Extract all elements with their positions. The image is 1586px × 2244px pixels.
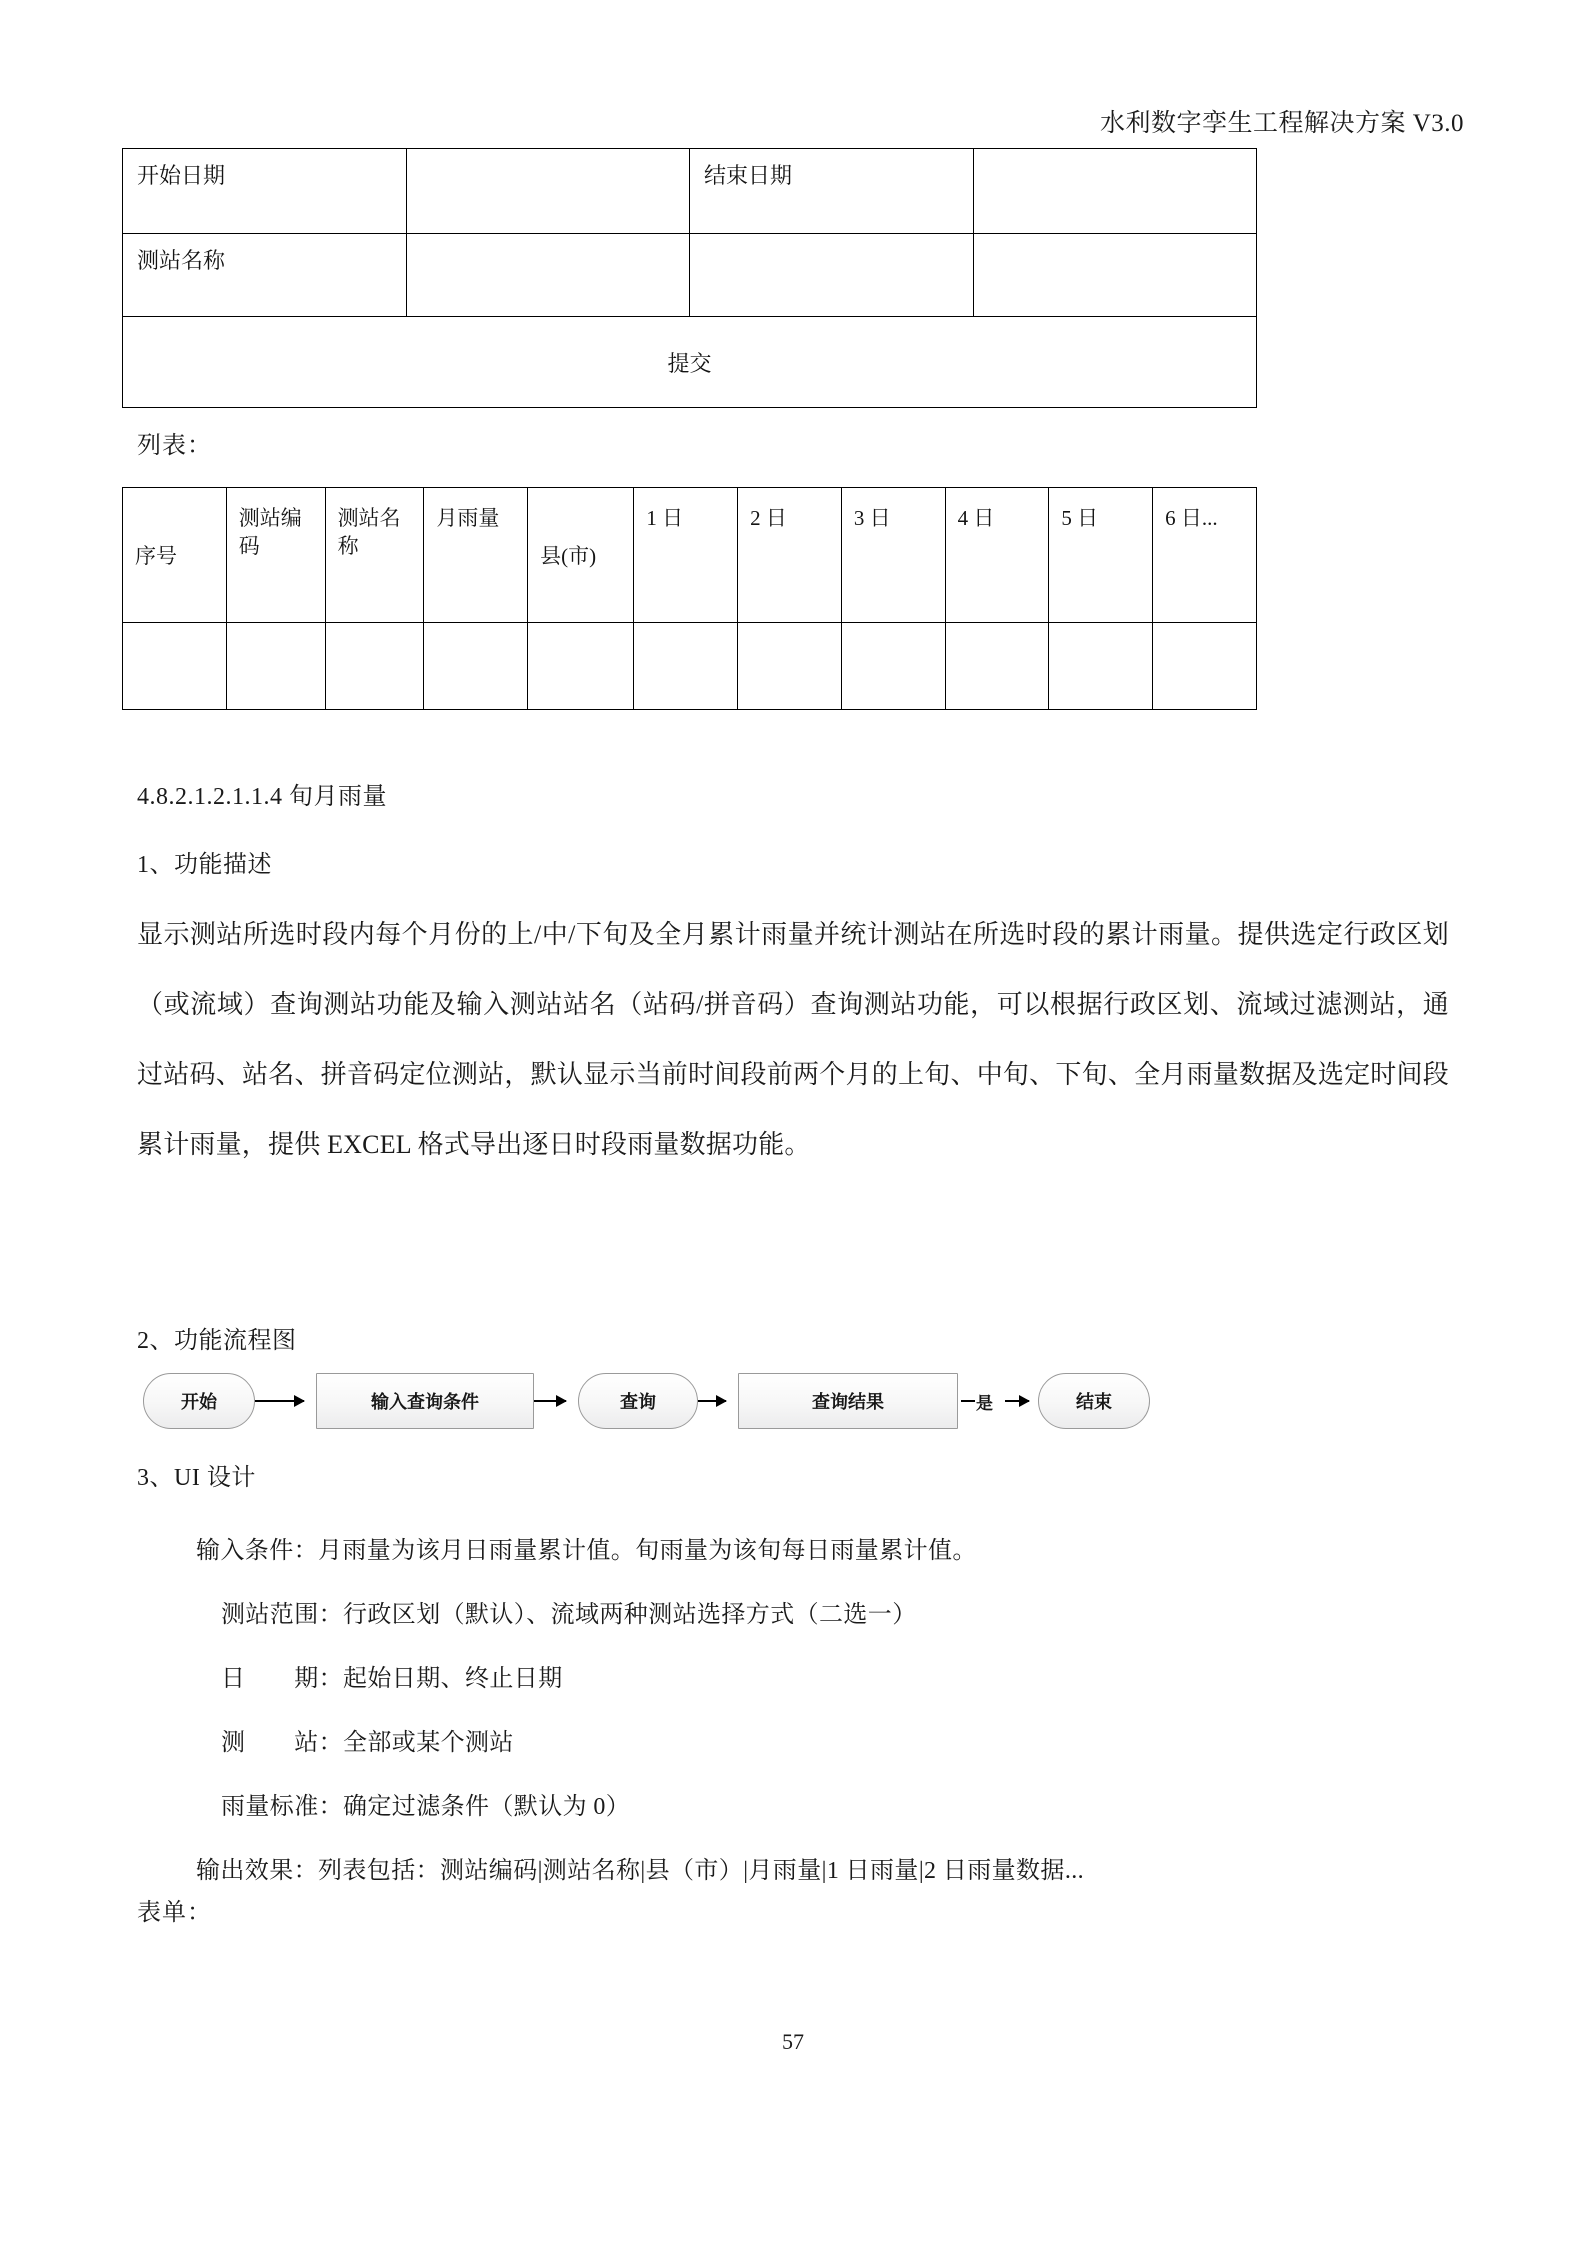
col-header-seq: 序号 <box>123 488 227 623</box>
cell-day-6-more <box>1153 623 1257 710</box>
flow-arrow-yes-stub-icon <box>961 1400 975 1402</box>
flow-node-query-result: 查询结果 <box>738 1373 958 1429</box>
cell-day-1 <box>634 623 738 710</box>
col-header-day-4: 4 日 <box>945 488 1049 623</box>
station-name-label: 测站名称 <box>123 234 407 317</box>
subheading-flowchart: 2、功能流程图 <box>137 1328 297 1354</box>
table-row <box>123 234 1257 317</box>
col-header-day-2: 2 日 <box>738 488 842 623</box>
table-row <box>123 623 1257 710</box>
subheading-ui-design: 3、UI 设计 <box>137 1465 256 1491</box>
table-header-row <box>123 488 1257 623</box>
form-cell-empty-b[interactable] <box>973 234 1257 317</box>
function-flowchart <box>143 1373 1323 1435</box>
ui-item-station-scope: 测站范围：行政区划（默认）、流域两种测站选择方式（二选一） <box>221 1602 917 1628</box>
start-date-label: 开始日期 <box>123 149 407 234</box>
col-header-station-name: 测站名称 <box>325 488 424 623</box>
end-date-field[interactable] <box>973 149 1257 234</box>
cell-station-name <box>325 623 424 710</box>
ui-item-station-select: 测 站：全部或某个测站 <box>221 1730 514 1756</box>
cell-day-3 <box>841 623 945 710</box>
col-header-day-6-more: 6 日... <box>1153 488 1257 623</box>
cell-seq <box>123 623 227 710</box>
flow-node-input-conditions: 输入查询条件 <box>316 1373 534 1429</box>
subheading-function-description: 1、功能描述 <box>137 852 272 878</box>
form-caption: 表单： <box>137 1900 212 1926</box>
flow-arrow-3-icon <box>698 1400 726 1402</box>
col-header-station-code: 测站编码 <box>226 488 325 623</box>
flow-node-query: 查询 <box>578 1373 698 1429</box>
ui-item-date-range: 日 期：起始日期、终止日期 <box>221 1666 563 1692</box>
cell-day-5 <box>1049 623 1153 710</box>
cell-day-2 <box>738 623 842 710</box>
start-date-field[interactable] <box>406 149 690 234</box>
submit-button[interactable]: 提交 <box>123 317 1257 408</box>
flow-node-start: 开始 <box>143 1373 255 1429</box>
flow-arrow-1-icon <box>255 1400 304 1402</box>
flow-arrow-2-icon <box>534 1400 566 1402</box>
result-list-table <box>122 487 1257 710</box>
flow-node-end: 结束 <box>1038 1373 1150 1429</box>
cell-county <box>528 623 634 710</box>
table-row <box>123 149 1257 234</box>
query-form-table <box>122 148 1257 408</box>
function-description-paragraph: 显示测站所选时段内每个月份的上/中/下旬及全月累计雨量并统计测站在所选时段的累计雨量。提供选定行政区划（或流域）查询测站功能及输入测站站名（站码/拼音码）查询测站功能，可以根据行政区划、流域过滤测站，通过站码、站名、拼音码定位测站，默认显示当前时间段前两个月的上旬、中旬、下旬、全月雨量数据及选定时间段累计雨量，提供 EXCEL 格式导出逐日时段雨量数据功能。 <box>137 920 1449 1159</box>
ui-item-output-effect: 输出效果：列表包括：测站编码|测站名称|县（市）|月雨量|1 日雨量|2 日雨量数据... <box>196 1858 1085 1884</box>
station-name-field[interactable] <box>406 234 690 317</box>
flow-arrow-4-icon <box>1005 1400 1029 1402</box>
document-header-title: 水利数字孪生工程解决方案 V3.0 <box>1099 110 1464 137</box>
list-caption: 列表： <box>137 433 212 459</box>
cell-month-rainfall <box>424 623 528 710</box>
table-row <box>123 317 1257 408</box>
ui-item-rainfall-standard: 雨量标准：确定过滤条件（默认为 0） <box>221 1794 631 1820</box>
section-heading: 4.8.2.1.2.1.1.4 旬月雨量 <box>137 784 387 810</box>
form-cell-empty-a <box>690 234 974 317</box>
end-date-label: 结束日期 <box>690 149 974 234</box>
col-header-county: 县(市) <box>528 488 634 623</box>
col-header-month-rainfall: 月雨量 <box>424 488 528 623</box>
flow-edge-label-yes: 是 <box>976 1394 993 1413</box>
col-header-day-5: 5 日 <box>1049 488 1153 623</box>
cell-day-4 <box>945 623 1049 710</box>
cell-station-code <box>226 623 325 710</box>
ui-item-input-conditions: 输入条件：月雨量为该月日雨量累计值。旬雨量为该旬每日雨量累计值。 <box>196 1538 977 1564</box>
page-number: 57 <box>782 2029 804 2054</box>
ui-design-list <box>196 1519 1356 1903</box>
col-header-day-1: 1 日 <box>634 488 738 623</box>
col-header-day-3: 3 日 <box>841 488 945 623</box>
